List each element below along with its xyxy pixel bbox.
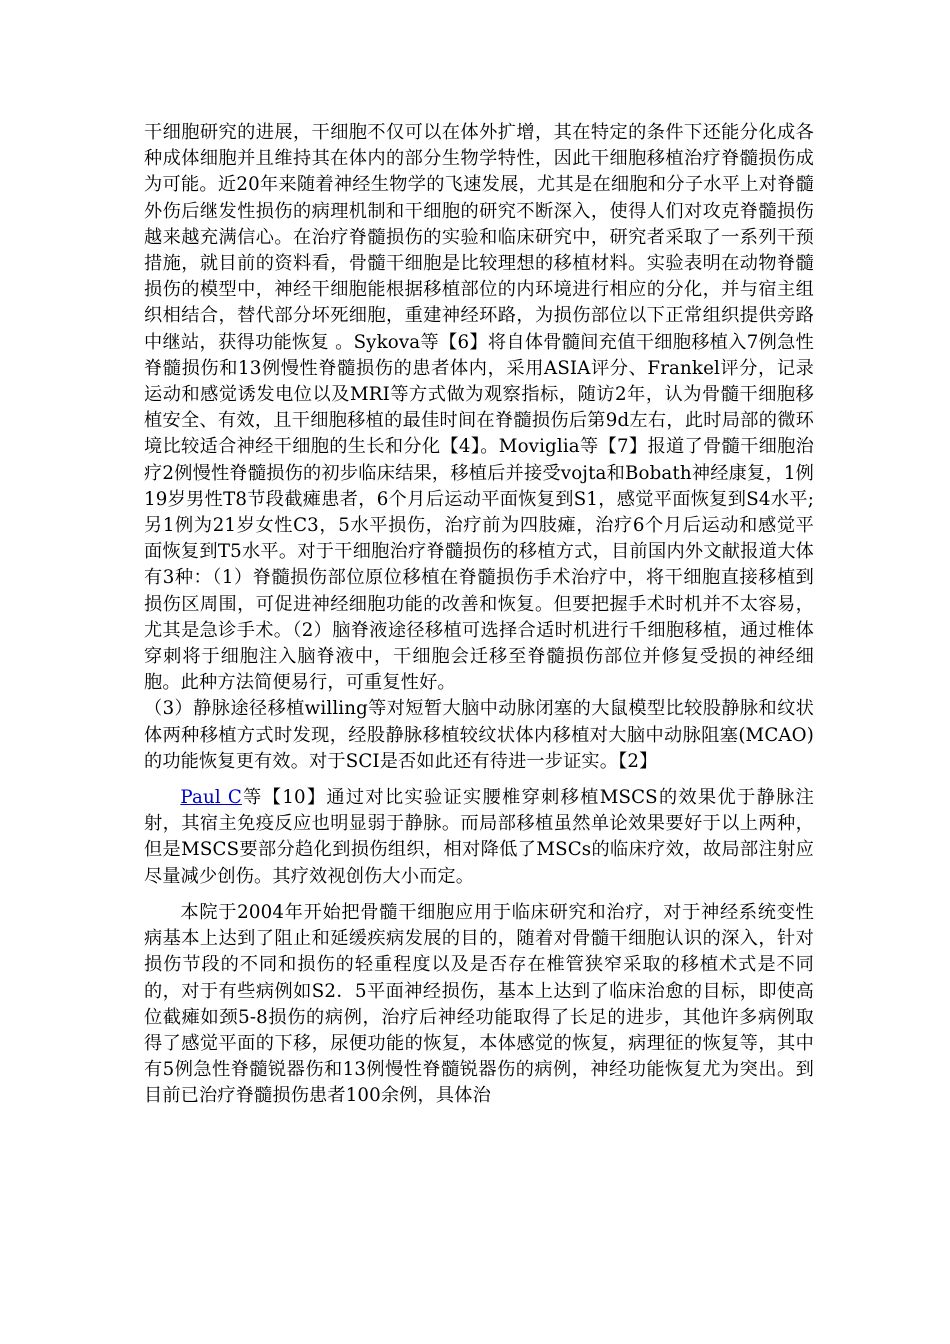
paragraph-3 <box>144 785 814 890</box>
paragraph-3-text: 等【10】通过对比实验证实腰椎穿刺移植MSCS的效果优于静脉注射，其宿主免疫反应也明显弱于静脉。而局部移植虽然单论效果要好于以上两种，但是MSCS要部分趋化到损伤组织，相对降低了MSCs的临床疗效，故局部注射应尽量减少创伤。其疗效视创伤大小而定。 <box>144 787 814 887</box>
author-link[interactable]: Paul C <box>180 787 242 809</box>
paragraph-4: 本院于2004年开始把骨髓干细胞应用于临床研究和治疗，对于神经系统变性病基本上达到了阻止和延缓疾病发展的目的，随着对骨髓干细胞认识的深入，针对损伤节段的不同和损伤的轻重程度以及是否存在椎管狭窄采取的移植术式是不同的，对于有些病例如S2．5平面神经损伤，基本上达到了临床治愈的目标，即使高位截瘫如颈5-8损伤的病例，治疗后神经功能取得了长足的进步，其他许多病例取得了感觉平面的下移，尿便功能的恢复，本体感觉的恢复，病理征的恢复等，其中有5例急性脊髓锐器伤和13例慢性脊髓锐器伤的病例，神经功能恢复尤为突出。到目前已治疗脊髓损伤患者100余例，具体治 <box>144 901 814 1107</box>
paragraph-2: （3）静脉途径移植willing等对短暂大脑中动脉闭塞的大鼠模型比较股静脉和纹状体两种移植方式时发现，经股静脉移植较纹状体内移植对大脑中动脉阻塞(MCAO)的功能恢复更有效。对于SCI是否如此还有待进一步证实。【2】 <box>144 698 814 772</box>
document-body <box>144 120 814 1110</box>
paragraph-1: 干细胞研究的进展，干细胞不仅可以在体外扩增，其在特定的条件下还能分化成各种成体细胞并且维持其在体内的部分生物学特性，因此干细胞移植治疗脊髓损伤成为可能。近20年来随着神经生物学的飞速发展，尤其是在细胞和分子水平上对脊髓外伤后继发性损伤的病理机制和干细胞的研究不断深入，使得人们对攻克脊髓损伤越来越充满信心。在治疗脊髓损伤的实验和临床研究中，研究者采取了一系列干预措施，就目前的资料看，骨髓干细胞是比较理想的移植材料。实验表明在动物脊髓损伤的模型中，神经干细胞能根据移植部位的内环境进行相应的分化，并与宿主组织相结合，替代部分坏死细胞，重建神经环路，为损伤部位以下正常组织提供旁路中继站，获得功能恢复 。Sykova等【6】将自体骨髓间充值干细胞移植入7例急性脊髓损伤和13例慢性脊髓损伤的患者体内，采用ASIA评分、Frankel评分，记录运动和感觉诱发电位以及MRI等方式做为观察指标，随访2年，认为骨髓干细胞移植安全、有效，且干细胞移植的最佳时间在脊髓损伤后第9d左右，此时局部的微环境比较适合神经干细胞的生长和分化【4】。Moviglia等【7】报道了骨髓干细胞治疗2例慢性脊髓损伤的初步临床结果，移植后并接受vojta和Bobath神经康复，1例19岁男性T8节段截瘫患者，6个月后运动平面恢复到S1，感觉平面恢复到S4水平; 另1例为21岁女性C3，5水平损伤，治疗前为四肢瘫，治疗6个月后运动和感觉平面恢复到T5水平。对于干细胞治疗脊髓损伤的移植方式，目前国内外文献报道大体有3种：（1）脊髓损伤部位原位移植在脊髓损伤手术治疗中，将干细胞直接移植到损伤区周围，可促进神经细胞功能的改善和恢复。但要把握手术时机并不太容易，尤其是急诊手术。（2）脑脊液途径移植可选择合适时机进行千细胞移植，通过椎体穿刺将于细胞注入脑脊液中，干细胞会迁移至脊髓损伤部位并修复受损的神经细胞。此种方法简便易行，可重复性好。 <box>144 122 814 694</box>
